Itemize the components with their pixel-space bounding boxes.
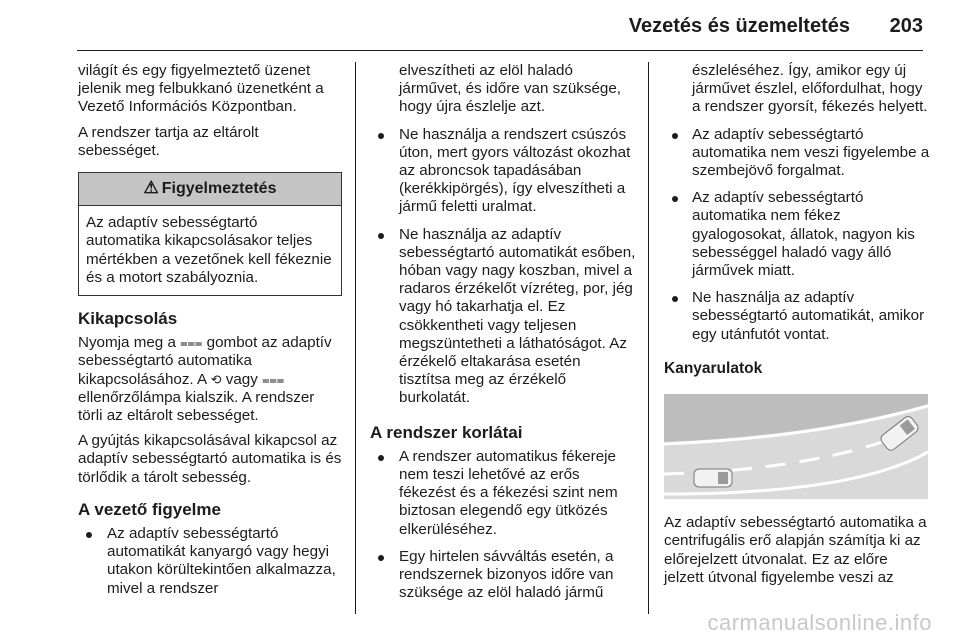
paragraph <box>78 334 342 425</box>
list-item-text: Az adaptív sebességtartó automatikát kanyargó vagy hegyi utakon körültekintően alkalmazza, mivel a rendszer <box>107 525 336 597</box>
curve-driving-illustration <box>664 394 928 499</box>
warning-title: Figyelmeztetés <box>161 180 277 198</box>
header-rule <box>77 50 923 51</box>
list-item-text: Ne használja az adaptív sebességtartó automatikát esőben, hóban vagy nagy koszban, mivel a radaros érzékelőt vízréteg, por, jég vagy hó takarhatja el. Ez csökkentheti vagy teljesen megszüntetheti a láthatóságot. Az érzékelő eltakarása esetén tisztítsa meg az érzékelő burkolatát. <box>399 225 636 407</box>
bullet-icon <box>378 555 384 561</box>
heading-kanyarulatok: Kanyarulatok <box>664 359 763 377</box>
column-3 <box>664 62 930 594</box>
list-item <box>370 448 636 539</box>
list-item-text: A rendszer automatikus fékereje nem teszi lehetővé az erős fékezést és a fékezési szint nem biztosan elegendő egy ütközés elkerüléséhez. <box>399 447 618 538</box>
continued-text: észleléséhez. Így, amikor egy új járművet észlel, előfordulhat, hogy a rendszer gyorsít, fékezés helyett. <box>692 62 928 116</box>
column-divider-2 <box>648 62 649 614</box>
heading-rendszer-korlatai: A rendszer korlátai <box>370 422 523 442</box>
column-divider-1 <box>355 62 356 614</box>
heading-vezeto-figyelme: A vezető figyelme <box>78 499 221 519</box>
list-item-text: Az adaptív sebességtartó automatika nem veszi figyelembe a szembejövő forgalmat. <box>692 125 930 180</box>
page-header <box>0 0 960 50</box>
bullet-icon <box>86 532 92 538</box>
warning-text: Az adaptív sebességtartó automatika kikapcsolásakor teljes mértékben a vezetőnek kell fékeznie és a motort szabályoznia. <box>86 214 332 286</box>
cruise-control-indicator-icon: ⟲ <box>210 371 222 387</box>
paragraph: Az adaptív sebességtartó automatika a centrifugális erő alapján számítja ki az előrejelzett útvonalat. Ez az előre jelzett útvonal figyelembe veszi az <box>664 514 927 586</box>
page-number: 203 <box>889 15 923 37</box>
list-item-text: Ne használja az adaptív sebességtartó automatikát, amikor egy utánfutót vontat. <box>692 289 925 343</box>
list-item-text: Ne használja a rendszert csúszós úton, mert gyors változást okozhat az abroncsok tapadásában (kerékkipörgés), így elveszítheti a jármű feletti uralmat. <box>399 125 631 216</box>
column-1 <box>78 62 342 607</box>
text-run: vagy <box>225 370 258 388</box>
continued-text: elveszítheti az elöl haladó járművet, és időre van szüksége, hogy újra észlelje azt. <box>399 62 622 116</box>
text-run: gombot az adaptív sebességtartó automatika kikapcsolásához. A <box>78 334 332 388</box>
warning-box <box>78 172 342 296</box>
bullet-icon <box>672 133 678 139</box>
list-item <box>370 226 636 408</box>
paragraph: A gyújtás kikapcsolásával kikapcsol az adaptív sebességtartó automatika is és törlődik a tárolt sebesség. <box>78 432 342 486</box>
bullet-icon <box>672 196 678 202</box>
warning-header <box>79 173 341 206</box>
bullet-icon <box>378 455 384 461</box>
list-item <box>370 548 636 603</box>
warning-triangle-icon: ⚠ <box>143 178 159 198</box>
list-item <box>78 525 342 598</box>
heading-kikapcsolas: Kikapcsolás <box>78 309 178 329</box>
bullet-icon <box>672 296 678 302</box>
list-item <box>370 126 636 217</box>
paragraph: világít és egy figyelmeztető üzenet jelenik meg felbukkanó üzenetként a Vezető Információs Központban. <box>78 62 324 116</box>
list-item <box>664 289 930 344</box>
section-title: Vezetés és üzemeltetés <box>628 15 850 37</box>
paragraph: A rendszer tartja az eltárolt sebességet. <box>78 123 259 159</box>
cruise-control-icon: ⩶ <box>180 335 203 351</box>
adaptive-cruise-indicator-icon: ⩶ <box>262 371 285 387</box>
watermark: carmanualsonline.info <box>707 610 932 635</box>
bullet-icon <box>378 233 384 239</box>
list-item <box>664 126 930 181</box>
bullet-icon <box>378 133 384 139</box>
text-run: Nyomja meg a <box>78 334 176 352</box>
list-item-text: Az adaptív sebességtartó automatika nem fékez gyalogosokat, állatok, nagyon kis sebességgel haladó vagy álló járművek miatt. <box>692 189 915 280</box>
text-run: ellenőrzőlámpa kialszik. A rendszer törli az eltárolt sebességet. <box>78 388 315 425</box>
list-item-text: Egy hirtelen sávváltás esetén, a rendszernek bizonyos időre van szüksége az elöl haladó jármű <box>399 547 614 602</box>
list-item <box>664 189 930 280</box>
column-2 <box>370 62 636 611</box>
